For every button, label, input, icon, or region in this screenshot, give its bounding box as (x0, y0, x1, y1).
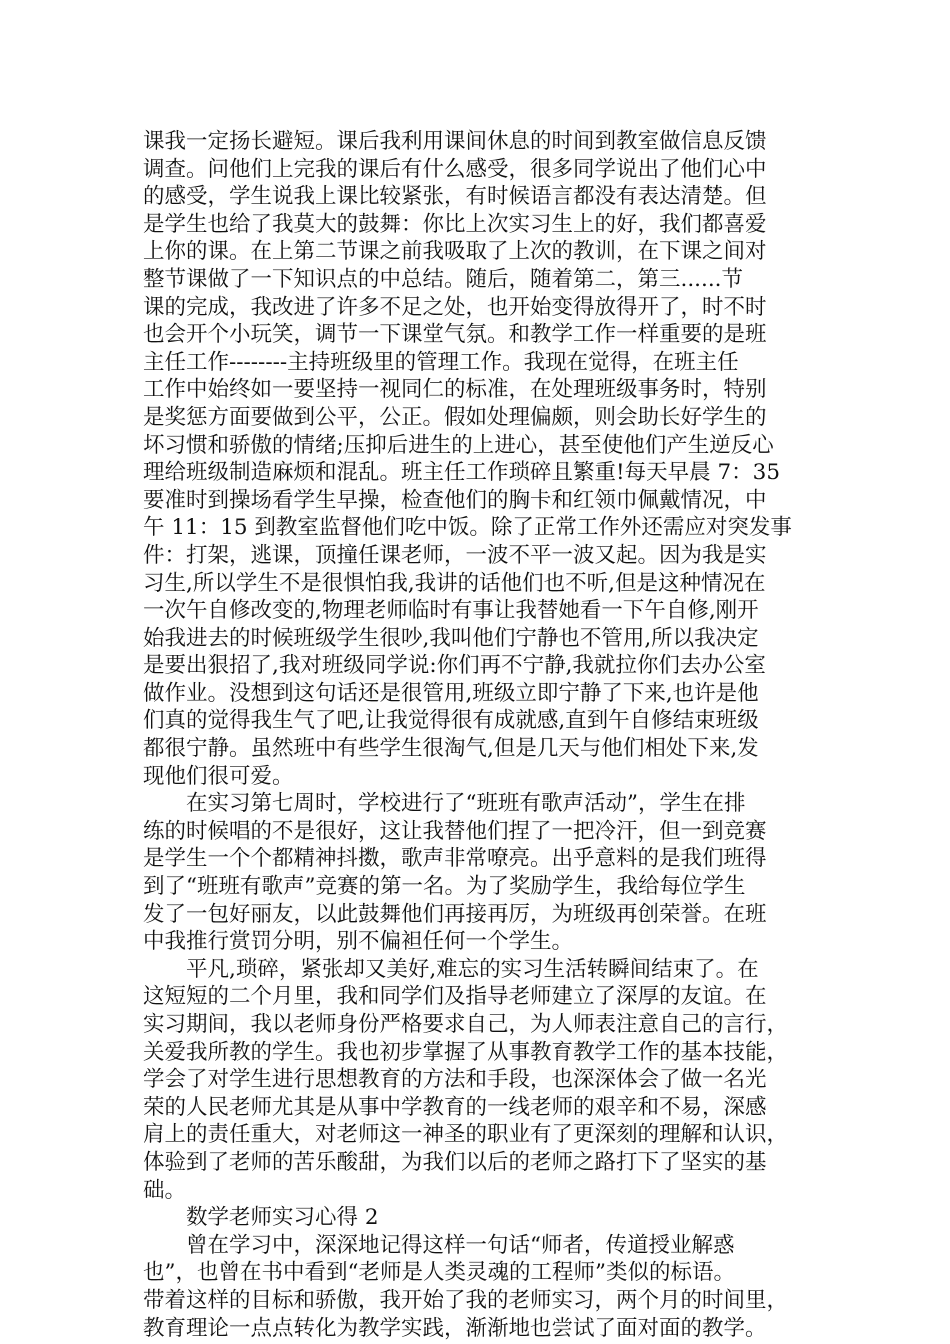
text-line: 肩上的责任重大，对老师这一神圣的职业有了更深刻的理解和认识， (143, 1122, 789, 1148)
text-line: 础。 (143, 1177, 187, 1203)
text-line: 午 11：15 到教室监督他们吃中饭。除了正常工作外还需应对突发事 (143, 515, 792, 541)
text-line: 工作中始终如一要坚持一视同仁的标准，在处理班级事务时，特别 (143, 377, 767, 403)
text-line: 平凡,琐碎，紧张却又美好,难忘的实习生活转瞬间结束了。在 (143, 956, 759, 982)
text-line: 主任工作--------主持班级里的管理工作。我现在觉得，在班主任 (143, 349, 739, 375)
text-line: 现他们很可爱。 (143, 763, 294, 789)
text-line: 件：打架，逃课，顶撞任课老师，一波不平一波又起。因为我是实 (143, 542, 767, 568)
text-line: 要准时到操场看学生早操，检查他们的胸卡和红领巾佩戴情况，中 (143, 487, 767, 513)
text-line: 是学生也给了我莫大的鼓舞：你比上次实习生上的好，我们都喜爱 (143, 211, 767, 237)
text-line: 练的时候唱的不是很好，这让我替他们捏了一把冷汗，但一到竞赛 (143, 818, 767, 844)
text-line: 上你的课。在上第二节课之前我吸取了上次的教训，在下课之间对 (143, 239, 767, 265)
text-line: 做作业。没想到这句话还是很管用,班级立即宁静了下来,也许是他 (143, 680, 759, 706)
text-line: 曾在学习中，深深地记得这样一句话“师者，传道授业解惑 (143, 1232, 735, 1258)
text-line: 在实习第七周时，学校进行了“班班有歌声活动”，学生在排 (143, 791, 746, 817)
text-line: 始我进去的时候班级学生很吵,我叫他们宁静也不管用,所以我决定 (143, 625, 759, 651)
text-line: 带着这样的目标和骄傲，我开始了我的老师实习，两个月的时间里， (143, 1287, 789, 1313)
text-line: 是要出狠招了,我对班级同学说:你们再不宁静,我就拉你们去办公室 (143, 653, 766, 679)
text-line: 坏习惯和骄傲的情绪;压抑后进生的上进心，甚至使他们产生逆反心 (143, 432, 774, 458)
text-line: 学会了对学生进行思想教育的方法和手段，也深深体会了做一名光 (143, 1067, 767, 1093)
text-line: 都很宁静。虽然班中有些学生很淘气,但是几天与他们相处下来,发 (143, 736, 759, 762)
text-line: 荣的人民老师尤其是从事中学教育的一线老师的艰辛和不易，深感 (143, 1094, 767, 1120)
text-line: 也”，也曾在书中看到“老师是人类灵魂的工程师”类似的标语。 (143, 1260, 735, 1286)
text-line: 们真的觉得我生气了吧,让我觉得很有成就感,直到午自修结束班级 (143, 708, 759, 734)
body-text (143, 128, 823, 1342)
text-line: 调查。问他们上完我的课后有什么感受，很多同学说出了他们心中 (143, 156, 767, 182)
text-line: 实习期间，我以老师身份严格要求自己，为人师表注意自己的言行， (143, 1012, 789, 1037)
text-line: 一次午自修改变的,物理老师临时有事让我替她看一下午自修,刚开 (143, 598, 759, 624)
text-line: 课的完成，我改进了许多不足之处，也开始变得放得开了，时不时 (143, 294, 767, 320)
text-line: 是学生一个个都精神抖擞，歌声非常嘹亮。出乎意料的是我们班得 (143, 846, 767, 872)
text-line: 中我推行赏罚分明，别不偏袒任何一个学生。 (143, 929, 574, 955)
text-line: 这短短的二个月里，我和同学们及指导老师建立了深厚的友谊。在 (143, 984, 767, 1010)
text-line: 数学老师实习心得 2 (143, 1205, 379, 1231)
text-line: 到了“班班有歌声”竞赛的第一名。为了奖励学生，我给每位学生 (143, 874, 746, 900)
text-line: 教育理论一点点转化为教学实践，渐渐地也尝试了面对面的教学。 (143, 1315, 767, 1341)
text-line: 理给班级制造麻烦和混乱。班主任工作琐碎且繁重!每天早晨 7：35 (143, 460, 781, 486)
text-line: 也会开个小玩笑，调节一下课堂气氛。和教学工作一样重要的是班 (143, 322, 767, 348)
text-line: 习生,所以学生不是很惧怕我,我讲的话他们也不听,但是这种情况在 (143, 570, 766, 596)
text-line: 课我一定扬长避短。课后我利用课间休息的时间到教室做信息反馈 (143, 129, 767, 154)
text-line: 关爱我所教的学生。我也初步掌握了从事教育教学工作的基本技能， (143, 1039, 789, 1065)
text-line: 是奖惩方面要做到公平，公正。假如处理偏颇，则会助长好学生的 (143, 404, 767, 430)
text-line: 体验到了老师的苦乐酸甜，为我们以后的老师之路打下了坚实的基 (143, 1149, 767, 1175)
text-line: 的感受，学生说我上课比较紧张，有时候语言都没有表达清楚。但 (143, 184, 767, 210)
text-line: 发了一包好丽友，以此鼓舞他们再接再厉，为班级再创荣誉。在班 (143, 901, 767, 927)
text-line: 整节课做了一下知识点的中总结。随后，随着第二，第三......节 (143, 266, 744, 292)
